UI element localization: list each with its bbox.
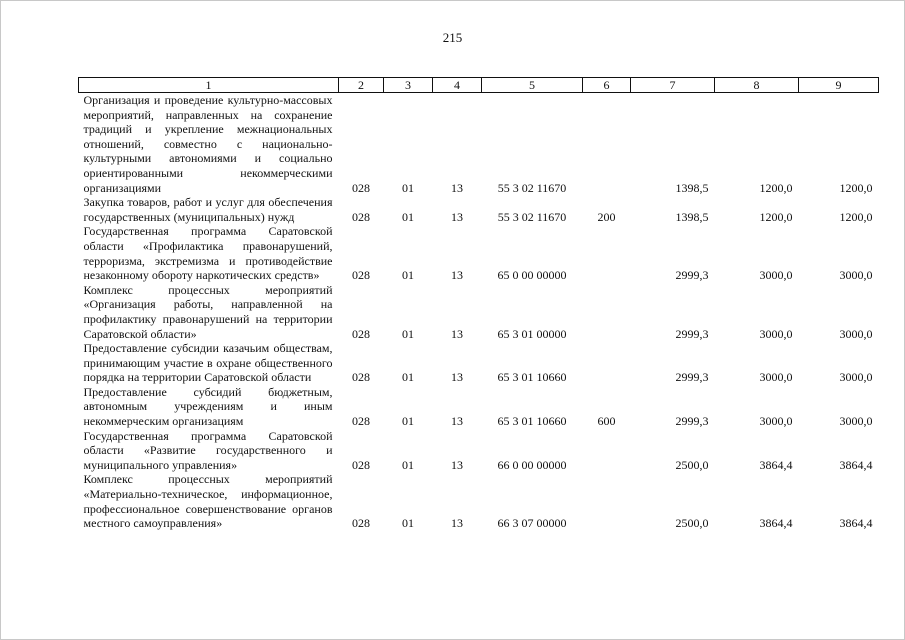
row-description: Комплекс процессных мероприятий «Организация работы, направленной на профилактику правонарушений на территории Саратовской области» — [83, 282, 333, 341]
cell-section: 01 — [402, 516, 414, 531]
cell-admin-code: 028 — [352, 457, 370, 472]
cell-admin-code: 028 — [352, 414, 370, 429]
cell-target-article: 65 3 01 00000 — [497, 326, 567, 341]
cell-amount-year-2: 3000,0 — [759, 370, 793, 385]
cell-amount-year-3: 3000,0 — [839, 268, 873, 283]
cell-section: 01 — [402, 457, 414, 472]
table-row — [79, 385, 879, 429]
table-row — [79, 224, 879, 282]
column-header-7: 7 — [631, 78, 715, 93]
column-header-4: 4 — [433, 78, 482, 93]
cell-amount-year-1: 2500,0 — [675, 457, 709, 472]
cell-amount-year-3: 3000,0 — [839, 414, 873, 429]
column-header-9: 9 — [799, 78, 879, 93]
cell-subsection: 13 — [451, 414, 463, 429]
row-description: Закупка товаров, работ и услуг для обеспечения государственных (муниципальных) нужд — [83, 195, 333, 224]
cell-section: 01 — [402, 180, 414, 195]
cell-expense-type: 600 — [597, 414, 616, 429]
cell-amount-year-3: 1200,0 — [839, 209, 873, 224]
cell-amount-year-3: 1200,0 — [839, 180, 873, 195]
cell-admin-code: 028 — [352, 326, 370, 341]
cell-subsection: 13 — [451, 209, 463, 224]
table-row — [79, 429, 879, 473]
cell-amount-year-2: 3864,4 — [759, 457, 793, 472]
cell-section: 01 — [402, 268, 414, 283]
row-description: Государственная программа Саратовской области «Профилактика правонарушений, терроризма, экстремизма и противодействие незаконному обороту наркотических средств» — [83, 224, 333, 283]
cell-amount-year-2: 3864,4 — [759, 516, 793, 531]
cell-admin-code: 028 — [352, 180, 370, 195]
cell-amount-year-1: 1398,5 — [675, 180, 709, 195]
cell-subsection: 13 — [451, 516, 463, 531]
cell-amount-year-2: 1200,0 — [759, 209, 793, 224]
cell-amount-year-3: 3000,0 — [839, 370, 873, 385]
table-row — [79, 472, 879, 530]
cell-expense-type — [583, 224, 631, 282]
cell-target-article: 66 0 00 00000 — [497, 457, 567, 472]
cell-subsection: 13 — [451, 457, 463, 472]
row-description: Предоставление субсидии казачьим обществам, принимающим участие в охране общественного порядка на территории Саратовской области — [83, 341, 333, 385]
cell-section: 01 — [402, 209, 414, 224]
cell-admin-code: 028 — [352, 516, 370, 531]
cell-expense-type — [583, 93, 631, 196]
cell-subsection: 13 — [451, 268, 463, 283]
cell-target-article: 65 3 01 10660 — [497, 414, 567, 429]
cell-target-article: 55 3 02 11670 — [497, 180, 567, 195]
row-description: Предоставление субсидий бюджетным, автономным учреждениям и иным некоммерческим организациям — [83, 384, 333, 429]
cell-amount-year-2: 3000,0 — [759, 268, 793, 283]
cell-amount-year-1: 2999,3 — [675, 370, 709, 385]
cell-amount-year-1: 1398,5 — [675, 209, 709, 224]
cell-target-article: 65 3 01 10660 — [497, 370, 567, 385]
row-description: Организация и проведение культурно-массовых мероприятий, направленных на сохранение традиций и укрепление межнациональных отношений, совместно с национально-культурными автономиями и социально ориентированными некоммерческими организациями — [83, 93, 333, 195]
cell-section: 01 — [402, 326, 414, 341]
cell-subsection: 13 — [451, 326, 463, 341]
column-header-6: 6 — [583, 78, 631, 93]
page-number: 215 — [442, 30, 463, 45]
cell-admin-code: 028 — [352, 209, 370, 224]
row-description: Государственная программа Саратовской области «Развитие государственного и муниципального управления» — [83, 428, 333, 472]
cell-amount-year-1: 2500,0 — [675, 516, 709, 531]
cell-expense-type: 200 — [597, 209, 616, 224]
table-header-row — [79, 78, 879, 93]
table-row — [79, 341, 879, 385]
cell-target-article: 55 3 02 11670 — [497, 209, 567, 224]
budget-table — [78, 77, 879, 531]
cell-amount-year-3: 3864,4 — [839, 457, 873, 472]
cell-subsection: 13 — [451, 180, 463, 195]
column-header-3: 3 — [384, 78, 433, 93]
column-header-2: 2 — [339, 78, 384, 93]
table-row — [79, 195, 879, 224]
cell-subsection: 13 — [451, 370, 463, 385]
cell-amount-year-1: 2999,3 — [675, 268, 709, 283]
cell-expense-type — [583, 283, 631, 341]
cell-amount-year-2: 3000,0 — [759, 414, 793, 429]
cell-expense-type — [583, 341, 631, 385]
cell-target-article: 65 0 00 00000 — [497, 268, 567, 283]
cell-amount-year-2: 1200,0 — [759, 180, 793, 195]
cell-section: 01 — [402, 414, 414, 429]
cell-expense-type — [583, 472, 631, 530]
column-header-1: 1 — [79, 78, 339, 93]
table-row — [79, 283, 879, 341]
cell-target-article: 66 3 07 00000 — [497, 516, 567, 531]
cell-amount-year-3: 3000,0 — [839, 326, 873, 341]
cell-amount-year-3: 3864,4 — [839, 516, 873, 531]
column-header-8: 8 — [715, 78, 799, 93]
cell-amount-year-1: 2999,3 — [675, 414, 709, 429]
cell-section: 01 — [402, 370, 414, 385]
column-header-5: 5 — [482, 78, 583, 93]
row-description: Комплекс процессных мероприятий «Материально-техническое, информационное, профессиональное совершенствование органов местного самоуправления» — [83, 472, 333, 531]
cell-admin-code: 028 — [352, 370, 370, 385]
cell-expense-type — [583, 429, 631, 473]
cell-amount-year-2: 3000,0 — [759, 326, 793, 341]
cell-amount-year-1: 2999,3 — [675, 326, 709, 341]
table-row — [79, 93, 879, 196]
cell-admin-code: 028 — [352, 268, 370, 283]
